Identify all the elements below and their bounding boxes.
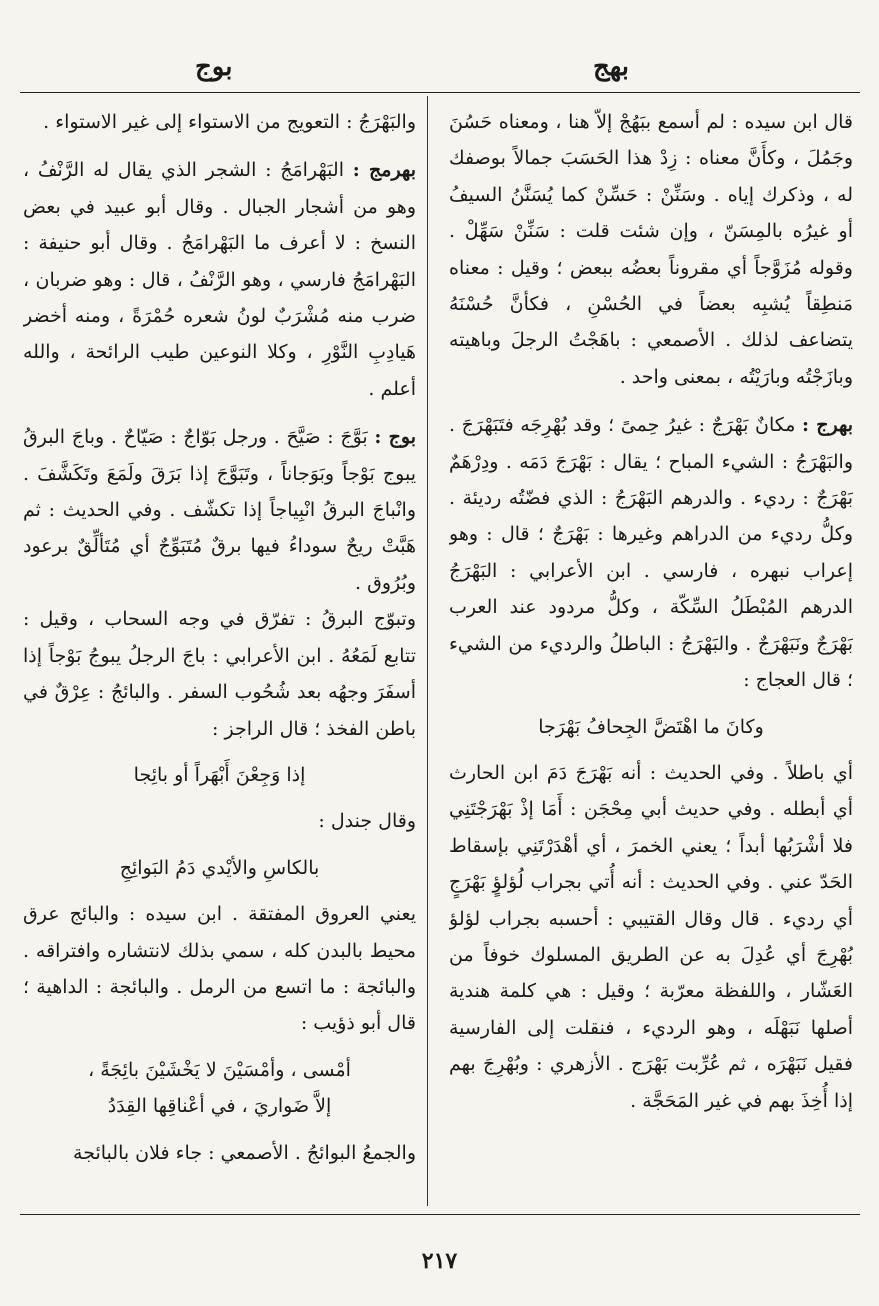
headword-bahramaj: بهرمج : xyxy=(352,159,416,182)
verse-jandal: بالكاسِ والأيْدي دَمُ البَوائِجِ xyxy=(119,856,320,879)
right-column xyxy=(449,104,853,1209)
page-header xyxy=(0,52,879,92)
entry-bahramaj xyxy=(23,152,416,407)
entry-bawj-meanings: يعني العروق المفتقة . ابن سيده : والبائج عرق محيط بالبدن كله ، سمي بذلك لانتشاره وافتراقه . والبائجة : ما اتسع من الرمل . والبائجة : الداهية ؛ قال أبو ذؤيب : xyxy=(23,903,416,1035)
entry-bahramaj-text: البَهْرامَجُ : الشجر الذي يقال له الرَّنْفُ ، وهو من أشجار الجبال . وقال أبو عبيد في بعض النسخ : لا أعرف ما البَهْرامَجُ . وقال أبو حنيفة : البَهْرامَجُ فارسي ، وهو الرَّنْفُ ، قال : وهو ضربان ، ضرب منه مُشْرَبٌ لونُ شعره حُمْرَةً ، ومنه أخضر هَيادِبِ النَّوْرِ ، وكلا النوعين طيب الرائحة ، والله أعلم . xyxy=(23,159,416,400)
entry-bahraj-continued: أي باطلاً . وفي الحديث : أنه بَهْرَجَ دَمَ ابن الحارث أي أبطله . وفي حديث أبي مِحْجَن : أَمَا إذْ بَهْرَجْتَنِي فلا أشْرَبُها أبداً ؛ يعني الخمرَ ، أي أهْدَرْتَنِي بإسقاط الحَدّ عني . وفي الحديث : أنه أُتي بجراب لُؤلؤٍ بَهْرَجٍ أي رديء . قال وقال القتيبي : أحسبه بجراب لؤلؤ بُهْرِجَ أي عُدِلَ به عن الطريق المسلوك خوفاً من العَشّار ، واللفظة معرّبة ؛ وقيل : هي كلمة هندية أصلها نَبَهْلَه ، وهو الرديء ، فنقلت إلى الفارسية فقيل نَبَهْرَه ، ثم عُرِّبت بَهْرَج . الأزهري : وبُهْرِجَ بهم إذا أُخِذَ بهم في غير المَحَجَّة . xyxy=(449,761,853,1112)
entry-continuation-bahraj: والبَهْرَجُ : التعويج من الاستواء إلى غير الاستواء . xyxy=(43,111,416,133)
entry-continuation-bahaj: قال ابن سيده : لم أسمع ببَهُجْ إلاّ هنا ، ومعناه حَسُنَ وجَمُلَ ، وكأَنَّ معناه : زِدْ هذا الحَسَبَ جمالاً بوصفك له ، وذكرك إياه . وسَنِّنْ : حَسِّنْ كما يُسَنَّنُ السيفُ أو غيرُه بالمِسَنّ ، وإن شئت قلت : سَنِّنْ سَهِّلْ . وقوله مُزَوَّجاً أي مقروناً بعضُه ببعض ؛ وقيل : معناه مَنطِقاً يُشبِه بعضاً في الحُسْنِ ، فكأنَّ حُسْنَهُ يتضاعف لذلك . الأصمعي : باهَجْتُ الرجلَ وباهيته وبازَجْتُه وبارَيْتُه ، بمعنى واحد . xyxy=(449,111,853,388)
header-guide-word-right: بهج xyxy=(592,52,629,82)
entry-bahraj xyxy=(449,407,853,698)
entry-bawj-text: بَوَّجَ : صَيَّحَ . ورجل بَوّاجٌ : صَيّاحٌ . وباجَ البرقُ يبوج بَوْجاً وبَوَجاناً ، وتَبَوَّجَ إذا بَرَقَ ولَمَعَ وتَكَشَّفَ . وانْباجَ البرقُ انْبِياجاً إذا تكشّف . وفي الحديث : ثم هَبَّتْ ريحٌ سوداءُ فيها برقٌ مُتَبَوِّجٌ أي مُتَألِّقٌ برعود وبُرُوق . xyxy=(23,426,416,594)
header-rule xyxy=(20,92,860,93)
entry-bawj xyxy=(23,419,416,601)
column-divider xyxy=(427,96,428,1206)
footer-rule xyxy=(20,1214,860,1215)
entry-bahraj-text: مكانٌ بَهْرَجٌ : غيرُ حِمىً ؛ وقد بُهْرِجَه فتَبَهْرَجَ . والبَهْرَجُ : الشيء المباح ؛ يقال : بَهْرَجَ دَمَه . ودِرْهَمٌ بَهْرَجٌ : رديء . والدرهم البَهْرَجُ : الذي فضّتُه رديئة . وكلُّ رديء من الدراهم وغيرها : بَهْرَجٌ ؛ قال : وهو إعراب نبهره ، فارسي . ابن الأعرابي : البَهْرَجُ الدرهم المُبْطَلُ السِّكّة ، وكلُّ مردود عند العرب بَهْرَجٌ ونَبَهْرَجٌ . والبَهْرَجُ : الباطلُ والرديء من الشيء ؛ قال العجاج : xyxy=(449,414,853,692)
header-guide-word-left: بوج xyxy=(195,52,233,82)
verse-rajiz: إذا وَجِعْنَ أَبْهَراً أو بائِجا xyxy=(133,763,306,786)
headword-bawj: بوج : xyxy=(374,426,416,449)
entry-bawj-continued: وتبوّج البرقُ : تفرّق في وجه السحاب ، وقيل : تتابع لَمَعُهُ . ابن الأعرابي : باجَ الرجلُ يبوجُ بَوْجاً إذا أسفَرَ وجهُه بعد شُحُوب السفر . والبائجُ : عِرْقٌ في باطن الفخذ ؛ قال الراجز : xyxy=(23,608,416,740)
verse-ajjaj: وكانَ ما اهْتَضَّ الجِحافُ بَهْرَجا xyxy=(538,715,764,738)
verse-abu-dhuayb-line2: إلاَّ ضَواريَ ، في أعْناقِها القِدَدُ xyxy=(107,1095,332,1118)
left-column xyxy=(23,104,416,1209)
verse-abu-dhuayb-line1: أمْسى ، وأمْسَيْنَ لا يَخْشَيْنَ بائِجَةً ، xyxy=(88,1058,351,1081)
entry-bawj-plural: والجمعُ البوائجُ . الأصمعي : جاء فلان بالبائجة xyxy=(73,1141,416,1164)
jandal-intro: وقال جندل : xyxy=(318,810,416,833)
page-number: ٢١٧ xyxy=(421,1248,458,1274)
headword-bahraj: بهرج : xyxy=(802,414,853,437)
